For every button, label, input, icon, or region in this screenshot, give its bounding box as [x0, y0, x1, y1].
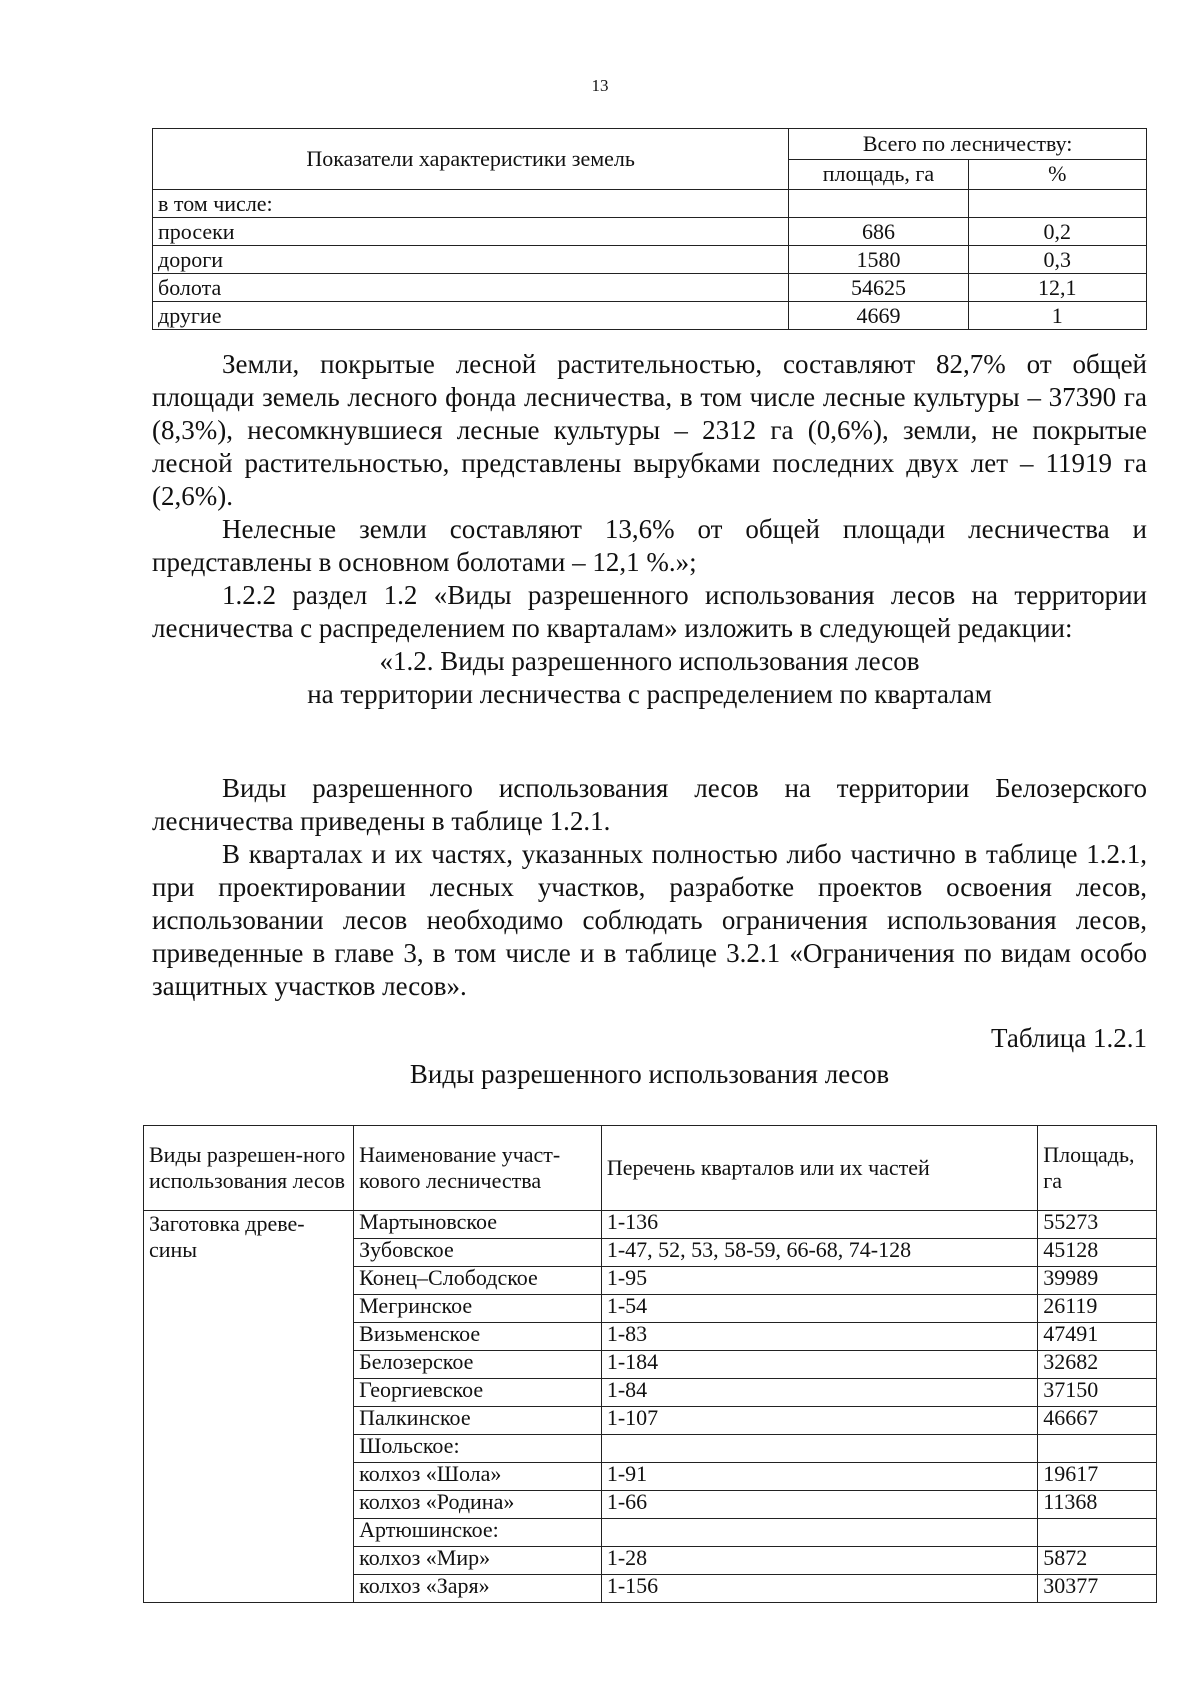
cell-quarters: 1-47, 52, 53, 58-59, 66-68, 74-128 [601, 1239, 1037, 1267]
cell-area: 686 [789, 218, 968, 246]
cell-indicator: в том числе: [153, 190, 789, 218]
cell-area: 46667 [1038, 1407, 1157, 1435]
cell-quarters: 1-83 [601, 1323, 1037, 1351]
cell-district: колхоз «Заря» [354, 1575, 602, 1603]
cell-quarters: 1-28 [601, 1547, 1037, 1575]
cell-area: 54625 [789, 274, 968, 302]
cell-district: Мегринское [354, 1295, 602, 1323]
cell-district: Шольское: [354, 1435, 602, 1463]
cell-quarters: 1-136 [601, 1211, 1037, 1239]
header-area: Площадь, га [1038, 1126, 1157, 1211]
cell-district: Конец–Слободское [354, 1267, 602, 1295]
cell-area: 5872 [1038, 1547, 1157, 1575]
cell-area: 45128 [1038, 1239, 1157, 1267]
cell-district: Палкинское [354, 1407, 602, 1435]
text-section-2 [152, 772, 1147, 1003]
header-use-type: Виды разрешен-ного использования лесов [144, 1126, 354, 1211]
table-row [153, 218, 1147, 246]
table-title: Виды разрешенного использования лесов [409, 1059, 890, 1089]
cell-district: колхоз «Шола» [354, 1463, 602, 1491]
table-row [153, 246, 1147, 274]
header-quarters: Перечень кварталов или их частей [601, 1126, 1037, 1211]
paragraph: Виды разрешенного использования лесов на территории Белозерского лесничества приведены в таблице 1.2.1. [152, 773, 1147, 836]
table-row [153, 190, 1147, 218]
cell-area: 4669 [789, 302, 968, 330]
cell-area: 47491 [1038, 1323, 1157, 1351]
paragraph: 1.2.2 раздел 1.2 «Виды разрешенного использования лесов на территории лесничества с распределением по кварталам» изложить в следующей редакции: [152, 580, 1147, 643]
forest-use-table [143, 1125, 1157, 1603]
table-header-row [144, 1126, 1157, 1211]
cell-district: Белозерское [354, 1351, 602, 1379]
cell-quarters [601, 1519, 1037, 1547]
cell-area: 39989 [1038, 1267, 1157, 1295]
cell-quarters: 1-91 [601, 1463, 1037, 1491]
cell-indicator: другие [153, 302, 789, 330]
cell-district: Мартыновское [354, 1211, 602, 1239]
table-row [153, 274, 1147, 302]
header-total: Всего по лесничеству: [789, 129, 1147, 160]
land-characteristics-table [152, 128, 1147, 330]
cell-percent: 1 [968, 302, 1146, 330]
cell-use-type: Заготовка древе-сины [144, 1211, 354, 1603]
cell-area: 37150 [1038, 1379, 1157, 1407]
cell-quarters: 1-184 [601, 1351, 1037, 1379]
cell-indicator: дороги [153, 246, 789, 274]
cell-area: 1580 [789, 246, 968, 274]
cell-percent: 0,2 [968, 218, 1146, 246]
cell-district: колхоз «Родина» [354, 1491, 602, 1519]
page-number: 13 [591, 76, 609, 95]
cell-district: колхоз «Мир» [354, 1547, 602, 1575]
cell-quarters: 1-95 [601, 1267, 1037, 1295]
paragraph: В кварталах и их частях, указанных полностью либо частично в таблице 1.2.1, при проектировании лесных участков, разработке проектов освоения лесов, использовании лесов необходимо соблюдать ограничения использования лесов, приведенные в главе 3, в том числе и в таблице 3.2.1 «Ограничения по видам особо защитных участков лесов». [152, 839, 1147, 1001]
cell-quarters: 1-66 [601, 1491, 1037, 1519]
cell-area: 32682 [1038, 1351, 1157, 1379]
table-label: Таблица 1.2.1 [991, 1023, 1147, 1053]
cell-district: Георгиевское [354, 1379, 602, 1407]
header-area: площадь, га [789, 159, 968, 190]
cell-indicator: болота [153, 274, 789, 302]
header-district: Наименование участ-кового лесничества [354, 1126, 602, 1211]
cell-area: 30377 [1038, 1575, 1157, 1603]
cell-quarters: 1-107 [601, 1407, 1037, 1435]
paragraph: Нелесные земли составляют 13,6% от общей площади лесничества и представлены в основном болотами – 12,1 %.»; [152, 514, 1147, 577]
cell-area [789, 190, 968, 218]
cell-percent [968, 190, 1146, 218]
cell-area: 19617 [1038, 1463, 1157, 1491]
cell-area: 26119 [1038, 1295, 1157, 1323]
table-row [153, 302, 1147, 330]
section-heading: «1.2. Виды разрешенного использования лесов [379, 646, 920, 676]
cell-district: Зубовское [354, 1239, 602, 1267]
cell-area [1038, 1519, 1157, 1547]
table-row [144, 1211, 1157, 1239]
cell-district: Визьменское [354, 1323, 602, 1351]
cell-quarters: 1-54 [601, 1295, 1037, 1323]
cell-quarters: 1-156 [601, 1575, 1037, 1603]
paragraph: Земли, покрытые лесной растительностью, составляют 82,7% от общей площади земель лесного фонда лесничества, в том числе лесные культуры – 37390 га (8,3%), несомкнувшиеся лесные культуры – 2312 га (0,6%), земли, не покрытые лесной растительностью, представлены вырубками последних двух лет – 11919 га (2,6%). [152, 349, 1147, 511]
table-header-row [153, 129, 1147, 160]
header-indicators: Показатели характеристики земель [153, 129, 789, 190]
text-section-1 [152, 348, 1147, 711]
cell-area [1038, 1435, 1157, 1463]
cell-percent: 0,3 [968, 246, 1146, 274]
cell-quarters: 1-84 [601, 1379, 1037, 1407]
cell-percent: 12,1 [968, 274, 1146, 302]
cell-indicator: просеки [153, 218, 789, 246]
cell-quarters [601, 1435, 1037, 1463]
section-heading: на территории лесничества с распределением по кварталам [307, 679, 992, 709]
cell-area: 55273 [1038, 1211, 1157, 1239]
header-percent: % [968, 159, 1146, 190]
cell-district: Артюшинское: [354, 1519, 602, 1547]
cell-area: 11368 [1038, 1491, 1157, 1519]
